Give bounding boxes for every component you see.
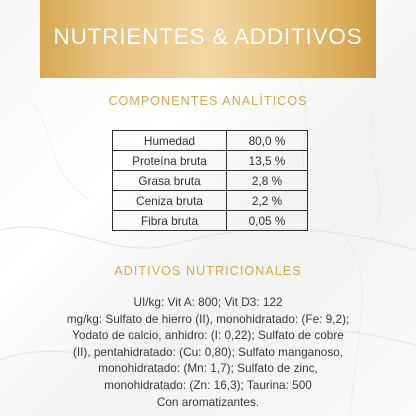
table-cell-value: 13,5 % [227, 151, 308, 171]
page-title: NUTRIENTES & ADDITIVOS [53, 24, 363, 49]
table-row [113, 211, 308, 231]
table-cell-name: Grasa bruta [113, 171, 227, 191]
nutritional-additives-title: ADITIVOS NUTRICIONALES [114, 264, 302, 278]
analytic-table [112, 130, 306, 231]
additives-line: Yodato de calcio, anhidro: (I: 0,22); Sulfato de cobre [72, 328, 344, 343]
table-cell-name: Fibra bruta [113, 211, 227, 231]
table-cell-name: Humedad [113, 131, 227, 151]
table-row [113, 171, 308, 191]
header-banner [40, 0, 376, 78]
additives-description [36, 294, 380, 410]
table-cell-value: 80,0 % [227, 131, 308, 151]
table-row [113, 151, 308, 171]
table-cell-name: Ceniza bruta [113, 191, 227, 211]
additives-line: monohidratado: (Mn: 1,7); Sulfato de zinc, [98, 361, 318, 376]
additives-line: monohidratado: (Zn: 16,3); Taurina: 500 [104, 377, 312, 392]
table-cell-value: 2,8 % [227, 171, 308, 191]
analytic-components-title: COMPONENTES ANALÍTICOS [108, 94, 308, 108]
table-cell-value: 2,2 % [227, 191, 308, 211]
table-row [113, 131, 308, 151]
table-cell-name: Proteína bruta [113, 151, 227, 171]
table-cell-value: 0,05 % [227, 211, 308, 231]
table-row [113, 191, 308, 211]
additives-line: mg/kg: Sulfato de hierro (II), monohidratado: (Fe: 9,2); [66, 311, 350, 326]
additives-line: Con aromatizantes. [156, 394, 260, 409]
additives-line: UI/kg: Vit A: 800; Vit D3: 122 [133, 295, 283, 309]
additives-line: (II), pentahidratado: (Cu: 0,80); Sulfato manganoso, [72, 344, 344, 359]
